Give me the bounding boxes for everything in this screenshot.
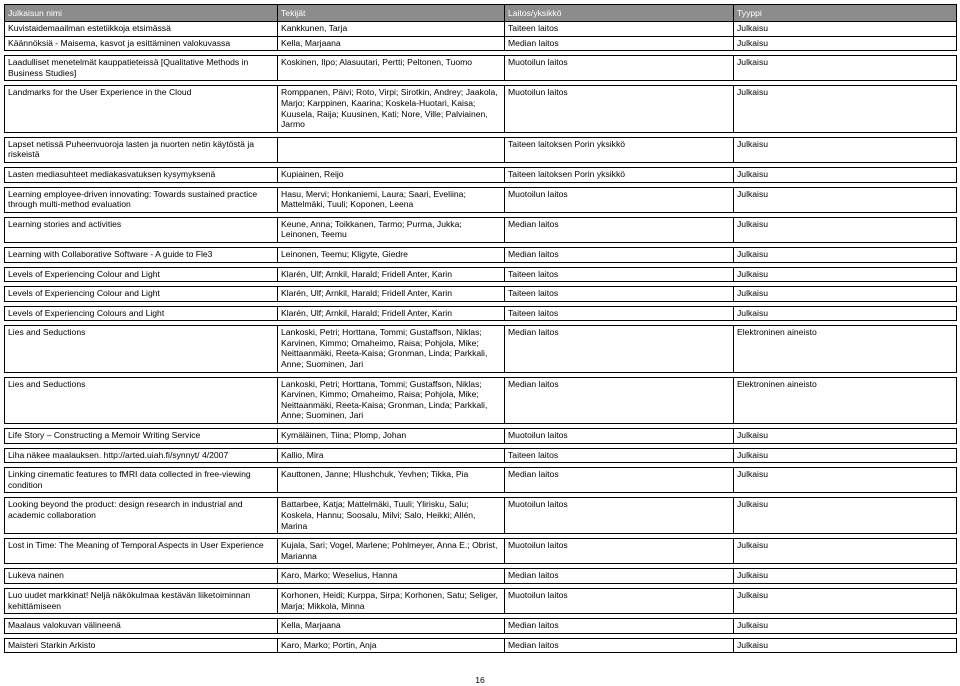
table-row (5, 86, 957, 132)
cell-authors: Lankoski, Petri; Horttana, Tommi; Gustaffson, Niklas; Karvinen, Kimmo; Omaheimo, Raisa; Pohjola, Mike; Neittaanmäki, Reeta-Kaisa; Gronman, Linda; Parkkali, Anne; Suominen, Jari (278, 377, 505, 423)
table-row (5, 306, 957, 321)
cell-unit: Muotoilun laitos (505, 86, 734, 132)
cell-authors: Hasu, Mervi; Honkaniemi, Laura; Saari, Eveliina; Mattelmäki, Tuuli; Koponen, Leena (278, 187, 505, 212)
cell-type: Julkaisu (734, 247, 957, 262)
cell-type: Julkaisu (734, 569, 957, 584)
table-row (5, 36, 957, 51)
table-row (5, 22, 957, 37)
cell-authors: Kymäläinen, Tiina; Plomp, Johan (278, 429, 505, 444)
cell-unit: Taiteen laitos (505, 287, 734, 302)
table-row (5, 137, 957, 162)
table-row (5, 287, 957, 302)
cell-authors (278, 137, 505, 162)
cell-authors: Battarbee, Katja; Mattelmäki, Tuuli; Ylirisku, Salu; Koskela, Hannu; Soosalu, Milvi; Salo, Heikki; Allén, Marina (278, 498, 505, 534)
cell-title: Luo uudet markkinat! Neljä näkökulmaa kestävän liiketoiminnan kehittämiseen (5, 588, 278, 613)
cell-authors: Kankkunen, Tarja (278, 22, 505, 37)
cell-type: Julkaisu (734, 137, 957, 162)
cell-unit: Muotoilun laitos (505, 498, 734, 534)
cell-title: Levels of Experiencing Colours and Light (5, 306, 278, 321)
cell-title: Lost in Time: The Meaning of Temporal Aspects in User Experience (5, 539, 278, 564)
cell-type: Julkaisu (734, 56, 957, 81)
cell-title: Levels of Experiencing Colour and Light (5, 267, 278, 282)
cell-authors: Kella, Marjaana (278, 36, 505, 51)
cell-unit: Median laitos (505, 569, 734, 584)
table-row (5, 448, 957, 463)
cell-type: Elektroninen aineisto (734, 326, 957, 372)
cell-unit: Median laitos (505, 247, 734, 262)
page-number: 16 (475, 675, 485, 685)
cell-type: Julkaisu (734, 468, 957, 493)
cell-unit: Taiteen laitos (505, 448, 734, 463)
cell-authors: Romppanen, Päivi; Roto, Virpi; Sirotkin, Andrey; Jaakola, Marjo; Karppinen, Kaarina; Koskela-Huotari, Kaisa; Kuusela, Raija; Kuusinen, Kati; Nore, Ville; Palviainen, Jarmo (278, 86, 505, 132)
cell-authors: Klarén, Ulf; Arnkil, Harald; Fridell Anter, Karin (278, 306, 505, 321)
cell-title: Life Story – Constructing a Memoir Writing Service (5, 429, 278, 444)
cell-type: Julkaisu (734, 638, 957, 653)
cell-title: Kuvistaidemaailman estetiikkoja etsimässä (5, 22, 278, 37)
table-row (5, 498, 957, 534)
cell-title: Liha näkee maalauksen. http://arted.uiah.fi/synnyt/ 4/2007 (5, 448, 278, 463)
cell-unit: Muotoilun laitos (505, 187, 734, 212)
cell-type: Julkaisu (734, 429, 957, 444)
publications-table (4, 4, 957, 653)
cell-title: Maisteri Starkin Arkisto (5, 638, 278, 653)
cell-unit: Taiteen laitos (505, 22, 734, 37)
cell-type: Elektroninen aineisto (734, 377, 957, 423)
table-row (5, 187, 957, 212)
table-row (5, 588, 957, 613)
table-row (5, 56, 957, 81)
table-row (5, 619, 957, 634)
header-row (5, 5, 957, 22)
cell-type: Julkaisu (734, 619, 957, 634)
header-authors: Tekijät (278, 5, 505, 22)
cell-type: Julkaisu (734, 448, 957, 463)
cell-type: Julkaisu (734, 86, 957, 132)
table-row (5, 468, 957, 493)
cell-authors: Koskinen, Ilpo; Alasuutari, Pertti; Peltonen, Tuomo (278, 56, 505, 81)
table-row (5, 429, 957, 444)
table-row (5, 539, 957, 564)
table-header (5, 5, 957, 22)
cell-type: Julkaisu (734, 217, 957, 242)
cell-title: Maalaus valokuvan välineenä (5, 619, 278, 634)
table-row (5, 377, 957, 423)
cell-authors: Kallio, Mira (278, 448, 505, 463)
cell-authors: Korhonen, Heidi; Kurppa, Sirpa; Korhonen, Satu; Seliger, Marja; Mikkola, Minna (278, 588, 505, 613)
cell-title: Learning stories and activities (5, 217, 278, 242)
header-unit: Laitos/yksikkö (505, 5, 734, 22)
cell-title: Laadulliset menetelmät kauppatieteissä [Qualitative Methods in Business Studies] (5, 56, 278, 81)
cell-title: Lasten mediasuhteet mediakasvatuksen kysymyksenä (5, 167, 278, 182)
cell-authors: Kella, Marjaana (278, 619, 505, 634)
cell-type: Julkaisu (734, 267, 957, 282)
cell-unit: Muotoilun laitos (505, 56, 734, 81)
table-row (5, 638, 957, 653)
cell-title: Lies and Seductions (5, 377, 278, 423)
cell-unit: Taiteen laitoksen Porin yksikkö (505, 137, 734, 162)
table-row (5, 267, 957, 282)
cell-title: Lapset netissä Puheenvuoroja lasten ja nuorten netin käytöstä ja riskeistä (5, 137, 278, 162)
cell-authors: Lankoski, Petri; Horttana, Tommi; Gustaffson, Niklas; Karvinen, Kimmo; Omaheimo, Raisa; Pohjola, Mike; Neittaanmäki, Reeta-Kaisa; Gronman, Linda; Parkkali, Anne; Suominen, Jari (278, 326, 505, 372)
cell-authors: Karo, Marko; Portin, Anja (278, 638, 505, 653)
table-row (5, 167, 957, 182)
cell-authors: Kujala, Sari; Vogel, Marlene; Pohlmeyer, Anna E.; Obrist, Marianna (278, 539, 505, 564)
table-row (5, 217, 957, 242)
cell-unit: Taiteen laitos (505, 306, 734, 321)
cell-title: Lukeva nainen (5, 569, 278, 584)
cell-type: Julkaisu (734, 22, 957, 37)
cell-unit: Median laitos (505, 638, 734, 653)
cell-unit: Muotoilun laitos (505, 429, 734, 444)
cell-unit: Median laitos (505, 217, 734, 242)
cell-unit: Median laitos (505, 377, 734, 423)
cell-title: Käännöksiä - Maisema, kasvot ja esittäminen valokuvassa (5, 36, 278, 51)
cell-type: Julkaisu (734, 306, 957, 321)
header-title: Julkaisun nimi (5, 5, 278, 22)
cell-authors: Karo, Marko; Weselius, Hanna (278, 569, 505, 584)
cell-unit: Median laitos (505, 468, 734, 493)
cell-type: Julkaisu (734, 287, 957, 302)
cell-unit: Median laitos (505, 36, 734, 51)
cell-authors: Keune, Anna; Toikkanen, Tarmo; Purma, Jukka; Leinonen, Teemu (278, 217, 505, 242)
cell-type: Julkaisu (734, 588, 957, 613)
cell-title: Levels of Experiencing Colour and Light (5, 287, 278, 302)
cell-type: Julkaisu (734, 167, 957, 182)
cell-unit: Taiteen laitos (505, 267, 734, 282)
cell-title: Linking cinematic features to fMRI data collected in free-viewing condition (5, 468, 278, 493)
cell-type: Julkaisu (734, 498, 957, 534)
cell-type: Julkaisu (734, 539, 957, 564)
cell-unit: Taiteen laitoksen Porin yksikkö (505, 167, 734, 182)
table-row (5, 326, 957, 372)
cell-title: Lies and Seductions (5, 326, 278, 372)
cell-title: Looking beyond the product: design research in industrial and academic collaboration (5, 498, 278, 534)
cell-title: Learning employee-driven innovating: Towards sustained practice through multi-method evaluation (5, 187, 278, 212)
cell-authors: Leinonen, Teemu; Kligyte, Giedre (278, 247, 505, 262)
cell-type: Julkaisu (734, 187, 957, 212)
cell-unit: Muotoilun laitos (505, 539, 734, 564)
table-body (5, 22, 957, 653)
cell-authors: Kauttonen, Janne; Hlushchuk, Yevhen; Tikka, Pia (278, 468, 505, 493)
table-row (5, 569, 957, 584)
cell-unit: Muotoilun laitos (505, 588, 734, 613)
cell-title: Landmarks for the User Experience in the Cloud (5, 86, 278, 132)
cell-authors: Klarén, Ulf; Arnkil, Harald; Fridell Anter, Karin (278, 267, 505, 282)
cell-type: Julkaisu (734, 36, 957, 51)
cell-authors: Klarén, Ulf; Arnkil, Harald; Fridell Anter, Karin (278, 287, 505, 302)
cell-authors: Kupiainen, Reijo (278, 167, 505, 182)
cell-unit: Median laitos (505, 326, 734, 372)
cell-unit: Median laitos (505, 619, 734, 634)
cell-title: Learning with Collaborative Software - A guide to Fle3 (5, 247, 278, 262)
table-row (5, 247, 957, 262)
header-type: Tyyppi (734, 5, 957, 22)
